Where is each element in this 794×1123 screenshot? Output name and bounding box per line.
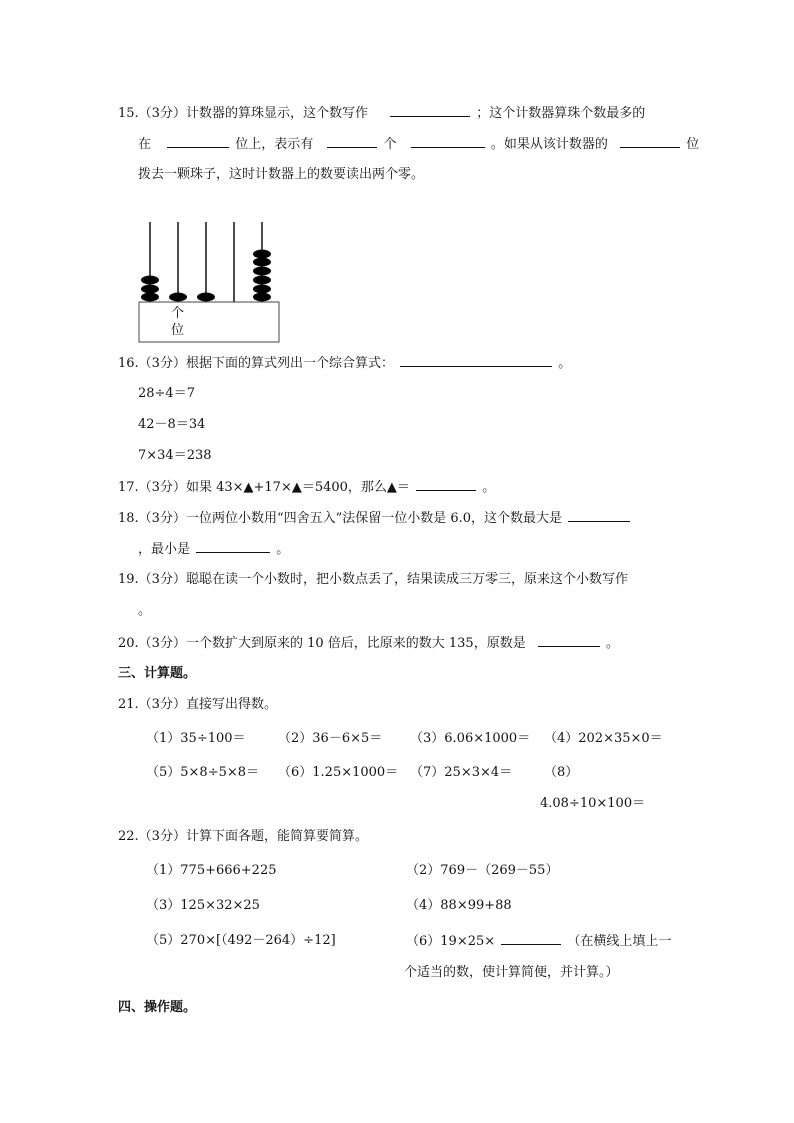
q18-text-2: ，最小是 (138, 542, 191, 557)
abacus-bead (253, 285, 271, 294)
q17 (118, 478, 495, 497)
abacus-bead (253, 293, 271, 302)
q21-item-8-expr: 4.08÷10×100＝ (540, 796, 646, 811)
q19-line-2: 。 (138, 603, 152, 618)
q18-blank-2[interactable] (196, 540, 270, 553)
q22-item-5: （5）270×[（492－264）÷12] (146, 933, 336, 948)
q16-end: 。 (558, 356, 572, 371)
q15-text-e: 个 (383, 137, 397, 152)
q21-item-4: （4）202×35×0＝ (544, 731, 663, 746)
q15-text-g: 位 (686, 137, 700, 152)
q21-item-3: （3）6.06×1000＝ (410, 731, 531, 746)
q21-item-6: （6）1.25×1000＝ (278, 765, 399, 780)
q20-end: 。 (605, 636, 619, 651)
q21-item-8-label: （8） (544, 765, 579, 780)
q17-text: 17.（3分）如果 43×▲+17×▲＝5400，那么▲＝ (118, 480, 410, 495)
abacus-base (139, 302, 279, 342)
abacus-bead (141, 276, 159, 285)
q18-blank-1[interactable] (568, 509, 630, 522)
q15-line-1 (118, 104, 645, 123)
q15-line-2 (138, 135, 699, 154)
q15-blank-1[interactable] (390, 104, 470, 117)
abacus-drawing (138, 218, 282, 346)
q18-end: 。 (276, 542, 290, 557)
q22-item-2: （2）769－（269－55） (406, 863, 559, 878)
q16-stem (118, 354, 571, 373)
section-3-heading: 三、计算题。 (118, 666, 197, 681)
q22-item-1: （1）775+666+225 (146, 863, 277, 878)
q20 (118, 634, 619, 653)
q16-formula-2: 42－8＝34 (138, 417, 206, 432)
abacus-label-2: 位 (171, 323, 185, 338)
abacus-bead (253, 250, 271, 259)
q15-text-f: 。如果从该计数器的 (490, 137, 608, 152)
q15-text-c: 在 (138, 137, 152, 152)
q22-item-4: （4）88×99+88 (406, 898, 512, 913)
q15-text-a: 15.（3分）计数器的算珠显示，这个数写作 (118, 106, 368, 121)
q15-blank-4[interactable] (411, 135, 485, 148)
q21-item-1: （1）35÷100＝ (146, 731, 246, 746)
q20-text: 20.（3分）一个数扩大到原来的 10 倍后，比原来的数大 135，原数是 (118, 636, 526, 651)
q15-text-d: 位上，表示有 (235, 137, 314, 152)
q22-item-6-blank[interactable] (501, 932, 561, 945)
q17-end: 。 (482, 480, 496, 495)
q21-item-5: （5）5×8÷5×8＝ (146, 765, 260, 780)
q16-formula-3: 7×34＝238 (138, 448, 212, 463)
q22-item-3: （3）125×32×25 (146, 898, 260, 913)
abacus-bead (253, 258, 271, 267)
q21-stem: 21.（3分）直接写出得数。 (118, 697, 277, 712)
abacus-bead (197, 293, 215, 302)
abacus-bead (253, 267, 271, 276)
q16-formula-1: 28÷4＝7 (138, 386, 195, 401)
abacus-label-1: 个 (171, 306, 185, 321)
q18-line-1 (118, 509, 632, 528)
q17-blank[interactable] (416, 478, 476, 491)
q21-item-7: （7）25×3×4＝ (410, 765, 513, 780)
q15-blank-5[interactable] (620, 135, 680, 148)
q21-item-2: （2）36－6×5＝ (278, 731, 383, 746)
section-4-heading: 四、操作题。 (118, 1000, 197, 1015)
q22-item-6 (406, 932, 671, 951)
q16-blank[interactable] (400, 354, 552, 367)
q15-blank-2[interactable] (167, 135, 229, 148)
q20-blank[interactable] (538, 634, 600, 647)
q15-text-b: ；这个计数器算珠个数最多的 (476, 106, 646, 121)
q19-line-1: 19.（3分）聪聪在读一个小数时，把小数点丢了，结果读成三万零三，原来这个小数写作 (118, 572, 628, 587)
q22-item-6-text: （6）19×25× (406, 934, 496, 949)
q22-item-6-note: （在横线上填上一 (567, 934, 672, 949)
q22-stem: 22.（3分）计算下面各题，能简算要简算。 (118, 829, 368, 844)
abacus-bead (169, 293, 187, 302)
q15-blank-3[interactable] (327, 135, 377, 148)
q15-line-3: 拨去一颗珠子，这时计数器上的数要读出两个零。 (138, 167, 425, 182)
abacus-figure (138, 218, 282, 346)
q16-text: 16.（3分）根据下面的算式列出一个综合算式： (118, 356, 394, 371)
q18-line-2 (138, 540, 289, 559)
q22-item-6-note-2: 个适当的数，使计算简便，并计算。） (404, 965, 619, 980)
abacus-bead (253, 276, 271, 285)
abacus-bead (141, 285, 159, 294)
abacus-bead (141, 293, 159, 302)
q18-text: 18.（3分）一位两位小数用“四舍五入”法保留一位小数是 6.0，这个数最大是 (118, 511, 563, 526)
